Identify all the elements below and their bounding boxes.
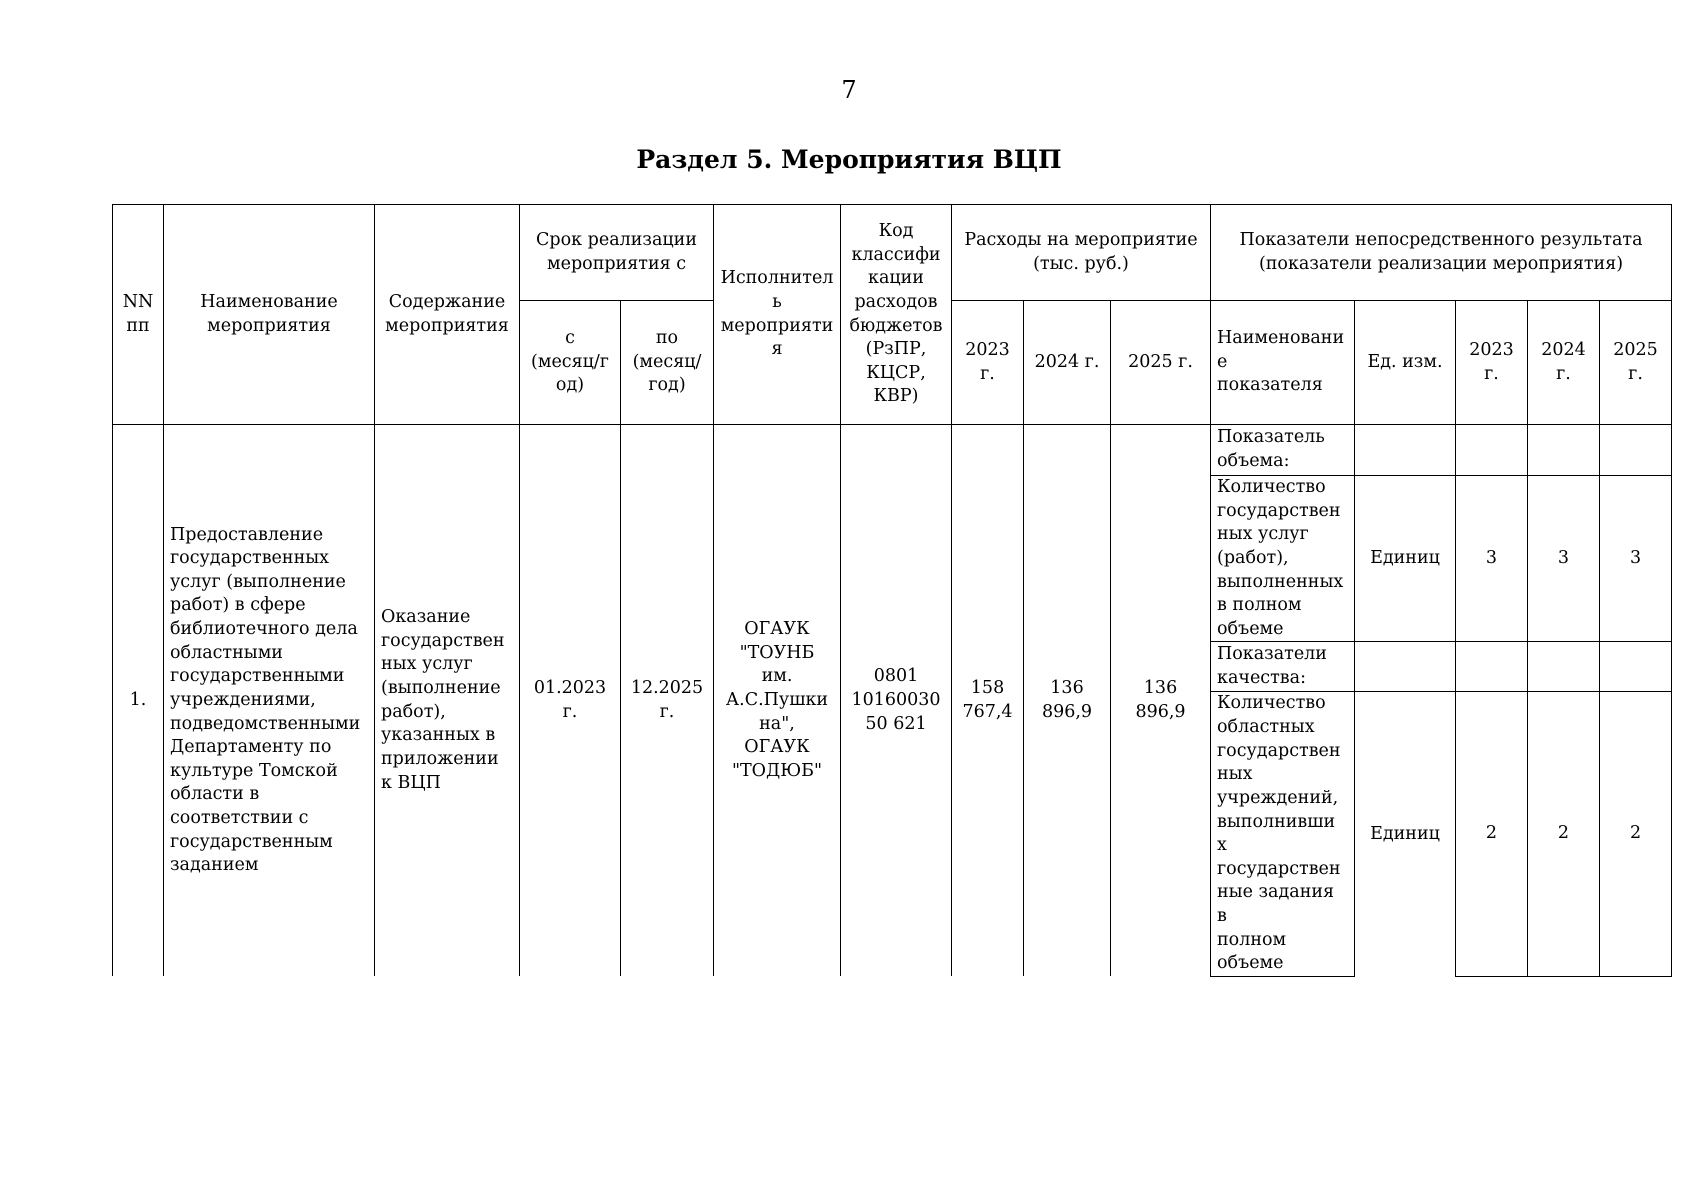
page-number: 7 xyxy=(841,76,857,104)
indicator-2024 xyxy=(1528,642,1600,692)
header-indicator-2023: 2023 г. xyxy=(1456,301,1528,425)
indicator-2023 xyxy=(1456,425,1528,476)
row-expenses-2025: 136 896,9 xyxy=(1111,425,1211,977)
header-indicators: Показатели непосредственного результата (показатели реализации мероприятия) xyxy=(1211,205,1672,301)
row-content: Оказание государствен ных услуг (выполнение работ), указанных в приложении к ВЦП xyxy=(375,425,520,977)
indicator-2024 xyxy=(1528,425,1600,476)
header-indicator-2024: 2024 г. xyxy=(1528,301,1600,425)
header-expenses-2025: 2025 г. xyxy=(1111,301,1211,425)
indicator-name: Количество областных государствен ных учреждений, выполнивши х государствен ные задания в полном объеме xyxy=(1211,692,1355,977)
indicator-name: Показатели качества: xyxy=(1211,642,1355,692)
header-content: Содержание мероприятия xyxy=(375,205,520,425)
header-num: NN пп xyxy=(113,205,164,425)
indicator-name: Количество государствен ных услуг (работ), выполненных в полном объеме xyxy=(1211,476,1355,642)
measures-table xyxy=(112,204,1672,977)
indicator-2024: 3 xyxy=(1528,476,1600,642)
indicator-2025 xyxy=(1600,425,1672,476)
header-indicator-name: Наименовани е показателя xyxy=(1211,301,1355,425)
header-code: Код классифи кации расходов бюджетов (РзПР, КЦСР, КВР) xyxy=(841,205,952,425)
header-period: Срок реализации мероприятия с xyxy=(520,205,714,301)
indicator-2025 xyxy=(1600,642,1672,692)
header-row-1 xyxy=(113,205,1672,301)
row-executor: ОГАУК "ТОУНБ им. А.С.Пушки на", ОГАУК "ТОДЮБ" xyxy=(714,425,841,977)
indicator-2023 xyxy=(1456,642,1528,692)
indicator-unit: Единиц xyxy=(1355,476,1456,642)
table-row xyxy=(113,425,1672,476)
section-title: Раздел 5. Мероприятия ВЦП xyxy=(636,145,1062,174)
indicator-unit: Единиц xyxy=(1355,692,1456,977)
header-period-to: по (месяц/ год) xyxy=(621,301,714,425)
row-num: 1. xyxy=(113,425,164,977)
indicator-2023: 2 xyxy=(1456,692,1528,977)
row-period-from: 01.2023 г. xyxy=(520,425,621,977)
row-name: Предоставление государственных услуг (выполнение работ) в сфере библиотечного дела областными государственными учреждениями, подведомственными Департаменту по культуре Томской области в соответствии с государственным заданием xyxy=(164,425,375,977)
row-expenses-2024: 136 896,9 xyxy=(1024,425,1111,977)
indicator-2025: 2 xyxy=(1600,692,1672,977)
indicator-2025: 3 xyxy=(1600,476,1672,642)
header-indicator-2025: 2025 г. xyxy=(1600,301,1672,425)
header-expenses: Расходы на мероприятие (тыс. руб.) xyxy=(952,205,1211,301)
header-expenses-2024: 2024 г. xyxy=(1024,301,1111,425)
indicator-unit xyxy=(1355,642,1456,692)
indicator-name: Показатель объема: xyxy=(1211,425,1355,476)
row-code: 0801 10160030 50 621 xyxy=(841,425,952,977)
indicator-2023: 3 xyxy=(1456,476,1528,642)
header-indicator-unit: Ед. изм. xyxy=(1355,301,1456,425)
row-period-to: 12.2025 г. xyxy=(621,425,714,977)
header-executor: Исполнител ь мероприяти я xyxy=(714,205,841,425)
header-expenses-2023: 2023 г. xyxy=(952,301,1024,425)
indicator-unit xyxy=(1355,425,1456,476)
indicator-2024: 2 xyxy=(1528,692,1600,977)
header-period-from: с (месяц/г од) xyxy=(520,301,621,425)
row-expenses-2023: 158 767,4 xyxy=(952,425,1024,977)
header-name: Наименование мероприятия xyxy=(164,205,375,425)
